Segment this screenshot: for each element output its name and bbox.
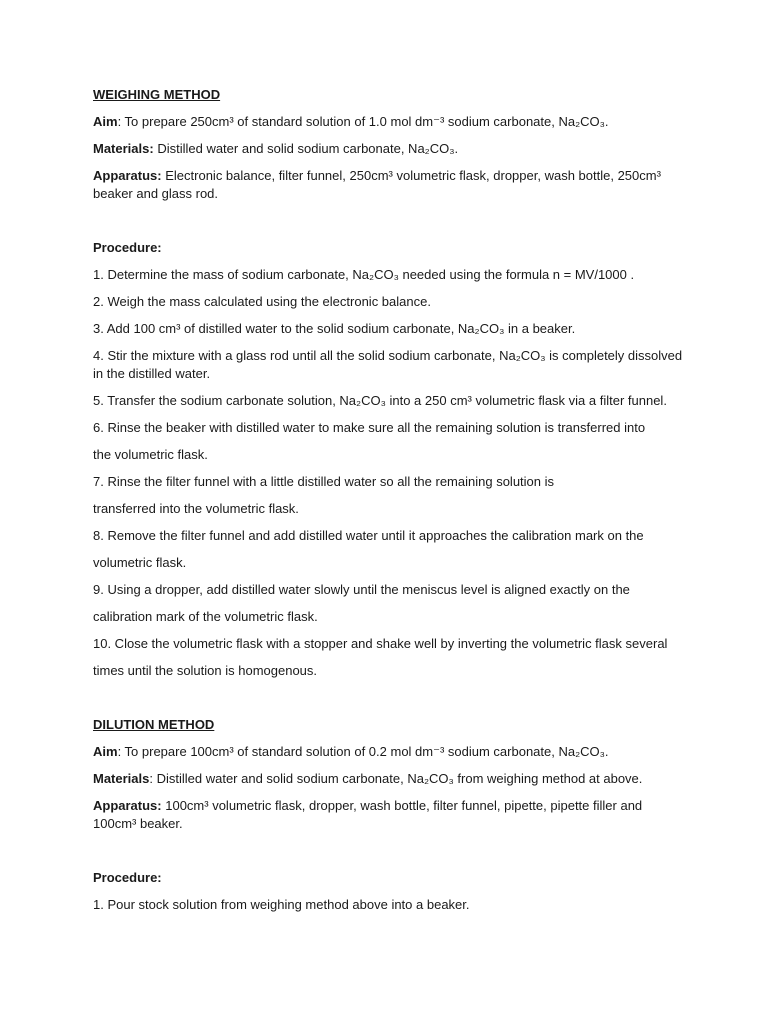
apparatus-label: Apparatus: — [93, 798, 162, 813]
aim-label: Aim — [93, 744, 118, 759]
apparatus-label: Apparatus: — [93, 168, 162, 183]
procedure-step: 8. Remove the filter funnel and add distilled water until it approaches the calibration mark on the — [93, 528, 644, 543]
aim-text: : To prepare 100cm³ of standard solution of 0.2 mol dm⁻³ sodium carbonate, Na₂CO₃. — [117, 744, 609, 759]
document-page — [93, 86, 683, 923]
dilution-apparatus — [93, 797, 683, 833]
procedure-step: 4. Stir the mixture with a glass rod until all the solid sodium carbonate, Na₂CO₃ is completely dissolved in the distilled water. — [93, 348, 683, 381]
materials-label: Materials — [93, 771, 150, 786]
procedure-step: calibration mark of the volumetric flask. — [93, 609, 318, 624]
materials-text: : Distilled water and solid sodium carbonate, Na₂CO₃ from weighing method at above. — [149, 771, 643, 786]
procedure-step: 9. Using a dropper, add distilled water slowly until the meniscus level is aligned exactly on the — [93, 582, 630, 597]
procedure-step: transferred into the volumetric flask. — [93, 501, 299, 516]
spacer — [93, 689, 683, 716]
aim-label: Aim — [93, 114, 118, 129]
materials-label: Materials: — [93, 141, 154, 156]
dilution-method-heading: DILUTION METHOD — [93, 717, 215, 732]
weighing-procedure-heading: Procedure: — [93, 240, 162, 255]
procedure-step: volumetric flask. — [93, 555, 187, 570]
dilution-materials — [93, 770, 683, 788]
dilution-aim — [93, 743, 683, 761]
weighing-apparatus — [93, 167, 683, 203]
procedure-step: 3. Add 100 cm³ of distilled water to the solid sodium carbonate, Na₂CO₃ in a beaker. — [93, 321, 576, 336]
procedure-step: 10. Close the volumetric flask with a stopper and shake well by inverting the volumetric flask several — [93, 636, 668, 651]
procedure-step: times until the solution is homogenous. — [93, 663, 318, 678]
procedure-step: the volumetric flask. — [93, 447, 208, 462]
apparatus-text: 100cm³ volumetric flask, dropper, wash bottle, filter funnel, pipette, pipette filler and 100cm³ beaker. — [93, 798, 643, 831]
weighing-materials — [93, 140, 683, 158]
procedure-step: 5. Transfer the sodium carbonate solution, Na₂CO₃ into a 250 cm³ volumetric flask via a filter funnel. — [93, 393, 667, 408]
dilution-procedure-heading: Procedure: — [93, 870, 162, 885]
procedure-step: 7. Rinse the filter funnel with a little distilled water so all the remaining solution is — [93, 474, 555, 489]
materials-text: Distilled water and solid sodium carbonate, Na₂CO₃. — [153, 141, 459, 156]
procedure-step: 1. Determine the mass of sodium carbonate, Na₂CO₃ needed using the formula n = MV/1000 . — [93, 267, 635, 282]
procedure-step: 6. Rinse the beaker with distilled water to make sure all the remaining solution is transferred into — [93, 420, 646, 435]
weighing-method-heading: WEIGHING METHOD — [93, 87, 221, 102]
weighing-aim — [93, 113, 683, 131]
spacer — [93, 212, 683, 239]
aim-text: : To prepare 250cm³ of standard solution of 1.0 mol dm⁻³ sodium carbonate, Na₂CO₃. — [117, 114, 609, 129]
apparatus-text: Electronic balance, filter funnel, 250cm³ volumetric flask, dropper, wash bottle, 250cm³ beaker and glass rod. — [93, 168, 661, 201]
spacer — [93, 842, 683, 869]
procedure-step: 2. Weigh the mass calculated using the electronic balance. — [93, 294, 431, 309]
procedure-step: 1. Pour stock solution from weighing method above into a beaker. — [93, 897, 470, 912]
